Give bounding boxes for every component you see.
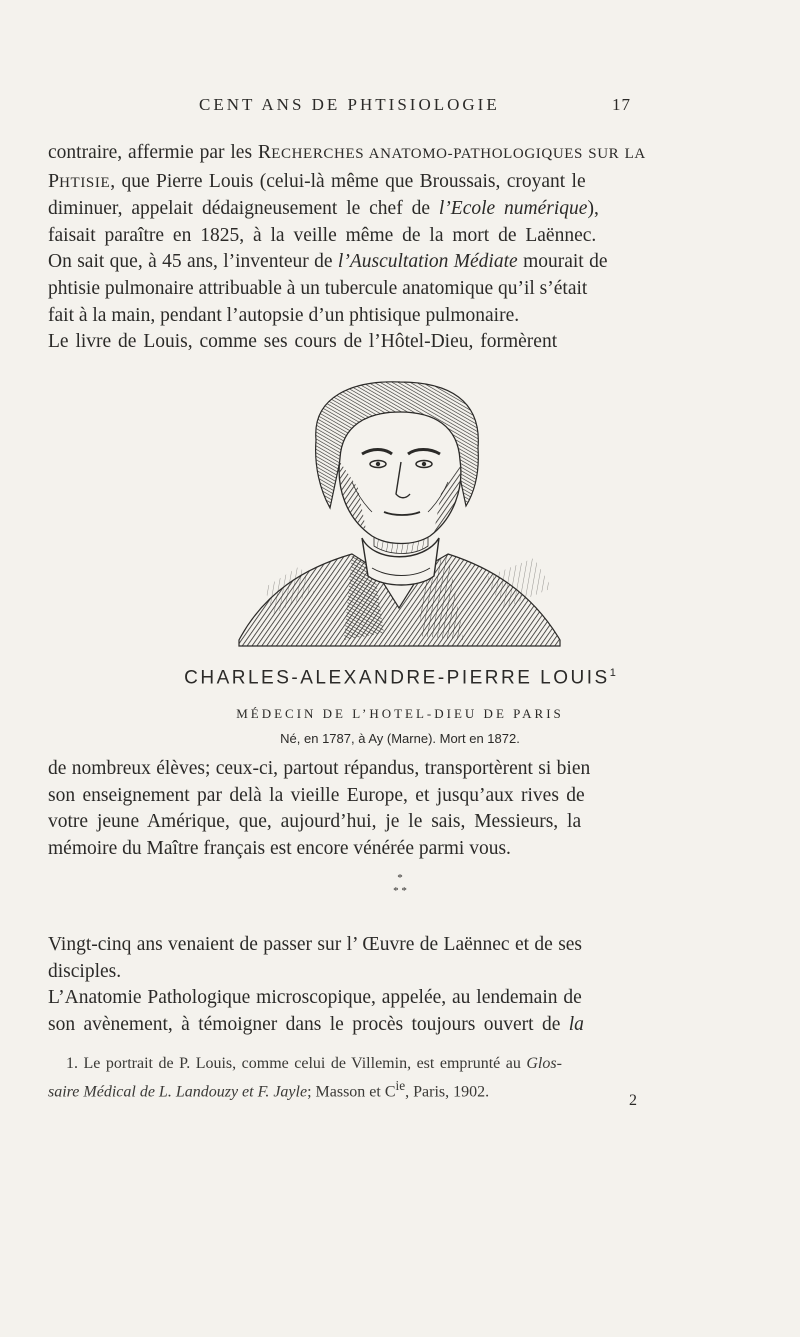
text-line: diminuer, appelait dédaigneusement le chef de l’Ecole numérique),: [48, 198, 599, 220]
running-title: CENT ANS DE PHTISIOLOGIE: [199, 95, 500, 114]
text-line: contraire, affermie par les RECHERCHES ANATOMO-PATHOLOGIQUES SUR LA: [48, 141, 646, 163]
text-line: de nombreux élèves; ceux-ci, partout répandus, transportèrent si bien: [48, 758, 591, 779]
portrait-caption-name: CHARLES-ALEXANDRE-PIERRE LOUIS$^1$: [184, 667, 616, 689]
paragraph-4: [48, 985, 754, 1038]
text-line: Le livre de Louis, comme ses cours de l’Hôtel-Dieu, formèrent: [48, 331, 558, 353]
text-line: On sait que, à 45 ans, l’inventeur de l’Auscultation Médiate mourait de: [48, 251, 608, 273]
text-line: disciples.: [48, 960, 122, 982]
portrait-caption-role: MÉDECIN DE L’HOTEL-DIEU DE PARIS: [236, 706, 564, 721]
paragraph-1: [48, 139, 754, 356]
text-line: son avènement, à témoigner dans le procès toujours ouvert de la: [48, 1013, 584, 1035]
text-line: faisait paraître en 1825, à la veille même de la mort de Laënnec.: [48, 224, 597, 246]
portrait-engraving: [234, 378, 564, 660]
signature-mark: 2: [629, 1092, 637, 1109]
text-line: Vingt-cinq ans venaient de passer sur l’ Œuvre de Laënnec et de ses: [48, 934, 583, 955]
footnote: [48, 1053, 754, 1103]
portrait-caption-dates: Né, en 1787, à Ay (Marne). Mort en 1872.: [280, 731, 520, 746]
text-line: votre jeune Amérique, que, aujourd’hui, je le sais, Messieurs, la: [48, 811, 582, 833]
section-asterism: * * *: [393, 872, 407, 897]
text-line: phtisie pulmonaire attribuable à un tubercule anatomique qu’il s’était: [48, 277, 588, 299]
text-line: PHTISIE, que Pierre Louis (celui-là même que Broussais, croyant le: [48, 169, 586, 192]
footnote-line: 1. Le portrait de P. Louis, comme celui de Villemin, est emprunté au Glos-: [66, 1055, 562, 1072]
paragraph-3: [48, 932, 754, 985]
footnote-ref: 1: [609, 667, 616, 679]
running-head: [0, 95, 800, 125]
paragraph-2: [48, 756, 754, 862]
page-number: 17: [612, 95, 631, 114]
footnote-line: saire Médical de L. Landouzy et F. Jayle; Masson et $C^{ie}$, Paris, 1902.: [48, 1078, 490, 1101]
text-line: L’Anatomie Pathologique microscopique, appelée, au lendemain de: [48, 987, 582, 1008]
text-line: son enseignement par delà la vieille Europe, et jusqu’aux rives de: [48, 784, 585, 806]
text-line: fait à la main, pendant l’autopsie d’un phtisique pulmonaire.: [48, 304, 520, 326]
text-line: mémoire du Maître français est encore vénérée parmi vous.: [48, 837, 511, 859]
